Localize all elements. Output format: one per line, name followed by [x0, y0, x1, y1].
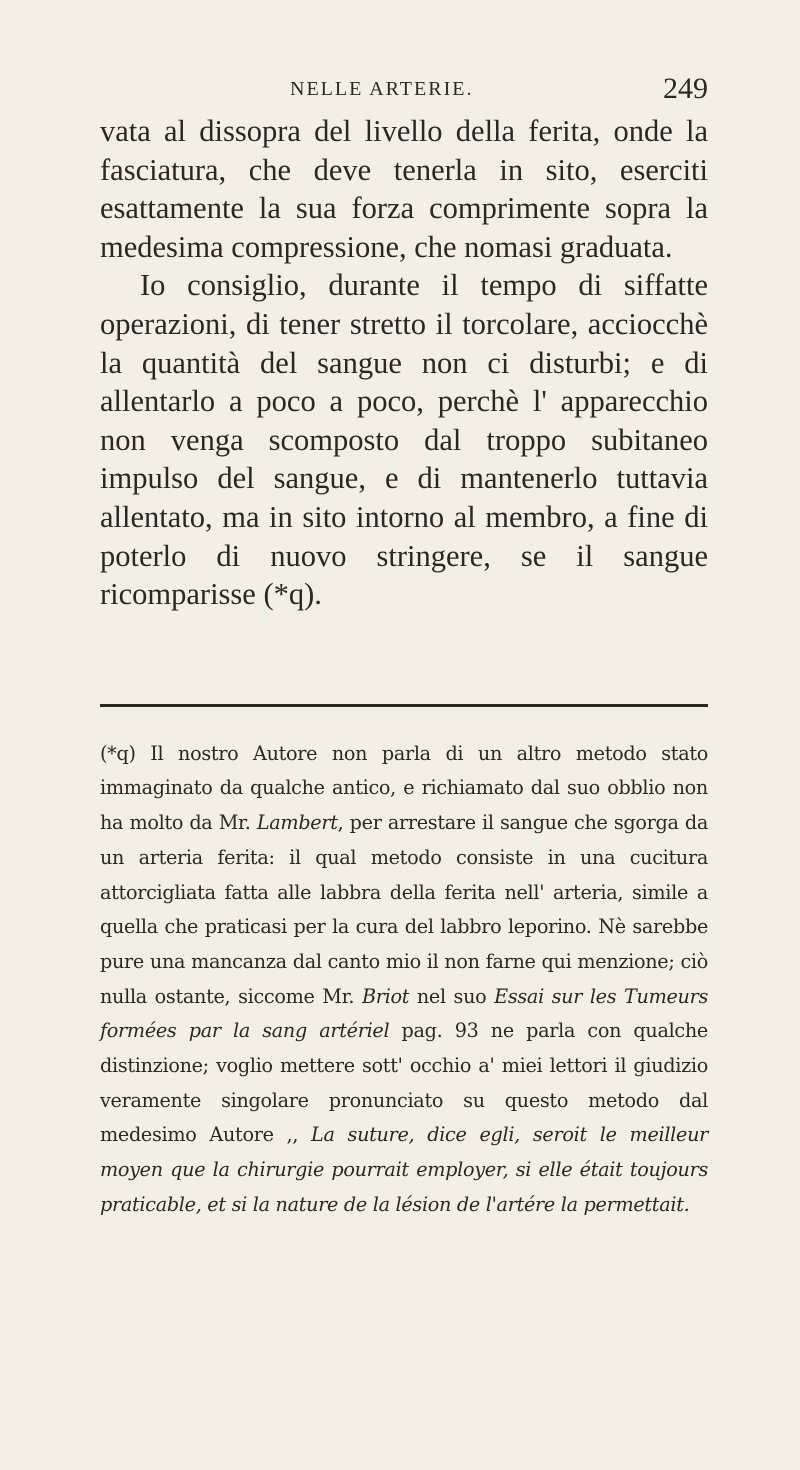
- quotation: La suture, dice egli, seroit le meilleur moyen que la chirurgie pourrait employer, si elle était toujours praticable, et si la nature de la lésion de l'artére la permettait.: [100, 1123, 708, 1216]
- footnote-text: [100, 737, 708, 1223]
- paragraph-continued: vata al dissopra del livello della ferita, onde la fasciatura, che deve tenerla in sito, eserciti esattamente la sua forza comprimente sopra la medesima compressione, che nomasi graduata.: [100, 114, 708, 264]
- author-name: Lambert: [256, 811, 338, 835]
- running-head: [100, 72, 708, 112]
- footnote: [100, 737, 708, 1223]
- footnote-segment: nel suo: [409, 984, 495, 1008]
- footnote-segment: pag. 93 ne parla con qualche distinzione; voglio mettere sott' occhio a' miei lettori il giudizio veramente singolare pronunciato su questo metodo dal medesimo Autore ,,: [100, 1019, 708, 1147]
- author-name: Briot: [361, 984, 410, 1008]
- book-title: Essai sur les Tumeurs formées par la sang artériel: [100, 984, 709, 1043]
- paragraph: Io consiglio, durante il tempo di siffatte operazioni, di tener stretto il torcolare, acciocchè la quantità del sangue non ci disturbi; e di allentarlo a poco a poco, perchè l' apparecchio non venga scomposto dal troppo subitaneo impulso del sangue, e di mantenerlo tuttavia allentato, ma in sito intorno al membro, a fine di poterlo di nuovo stringere, se il sangue ricomparisse (*q).: [100, 268, 708, 612]
- page-number: 249: [663, 72, 708, 105]
- footnote-mark: (*q): [100, 741, 136, 765]
- footnote-segment: Il nostro Autore non parla di un altro metodo stato immaginato da qualche antico, e richiamato dal suo obblio non ha molto da Mr.: [100, 741, 708, 835]
- footnote-divider: [100, 704, 708, 707]
- main-text: [100, 112, 708, 614]
- running-title: NELLE ARTERIE.: [290, 78, 474, 100]
- book-page: [100, 72, 708, 1223]
- footnote-segment: , per arrestare il sangue che sgorga da un arteria ferita: il qual metodo consiste in una cucitura attorcigliata fatta alle labbra della ferita nell' arteria, simile a quella che praticasi per la cura del labbro leporino. Nè sarebbe pure una mancanza dal canto mio il non farne qui menzione; ciò nulla ostante, siccome Mr.: [100, 811, 708, 1008]
